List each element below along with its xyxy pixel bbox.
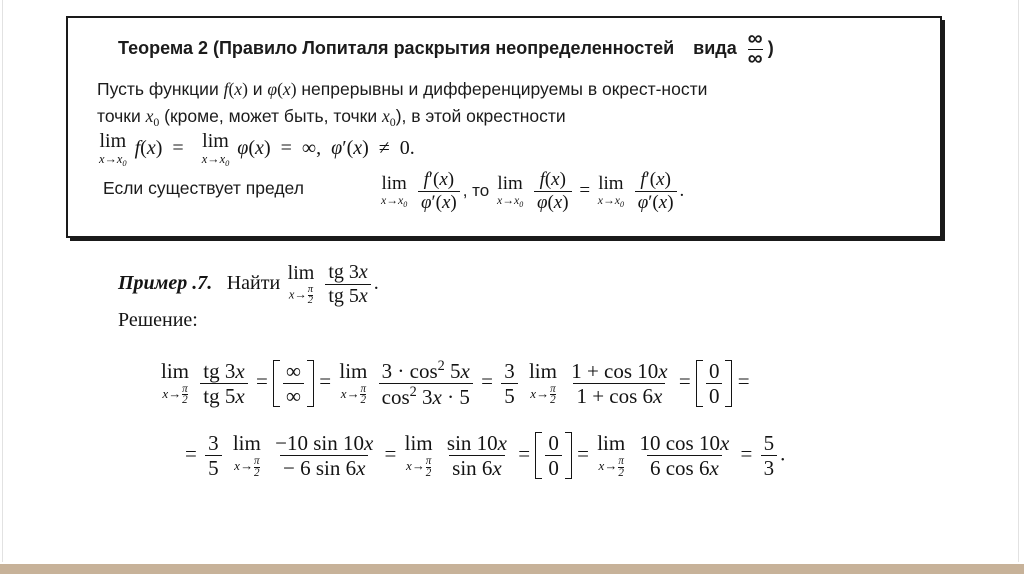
- theorem-line-4-text: Если существует предел: [103, 178, 304, 198]
- example-label: Пример .7.: [118, 272, 213, 295]
- solution-label: Решение:: [118, 309, 198, 331]
- theorem-title: [118, 27, 774, 70]
- example-task: Найти: [226, 272, 281, 295]
- theorem-line-3: lim $x\to x_0$ f(x) = lim $x\to x_0$ φ(x) = ∞, φ′(x) ≠ 0.: [99, 130, 415, 168]
- bottom-accent-bar: [0, 564, 1024, 574]
- theorem-title-suffix: вида: [693, 38, 737, 59]
- infty-over-infty: ∞ ∞: [747, 27, 763, 70]
- example-expression: lim x→ $\frac{\pi}{2}$ $\frac{tg 3x}{tg 5x}$ .: [287, 261, 379, 307]
- solution-line-2: = $\frac{3}{5}$ lim x→ $\frac{\pi}{2}$ $\frac{-10 \sin 10x}{- 6 \sin 6x}$ = lim x→ $\frac{\pi}{2}$ $\frac{\sin 10x}{\sin 6x}$ = $\frac{0}{0}$ = lim x→ $\frac{\pi}{2}$ $\frac{10 \cos 10x}{6 \cos 6x}$ = $\frac{5}{3}$ .: [185, 431, 786, 481]
- left-edge-line: [2, 0, 3, 562]
- example-line: [118, 262, 379, 307]
- right-edge-line: [1018, 0, 1019, 562]
- theorem-line-4-math: lim $x\to x_0$ $\frac{f'(x)}{\varphi'(x)}$ , то lim $x\to x_0$ $\frac{f(x)}{\varphi(x)}$ = lim $x\to x_0$ $\frac{f'(x)}{\varphi'(x)}$ .: [381, 169, 685, 213]
- theorem-line-2: точки $x_0$ (кроме, может быть, точки $x_0$), в этой окрестности: [97, 106, 566, 130]
- solution-line-1: lim x→ $\frac{\pi}{2}$ $\frac{tg 3x}{tg 5x}$ = $\frac{\infty}{\infty}$ = lim x→ $\frac{\pi}{2}$ $\frac{3 \cdot \cos^2 5x}{\cos^2 3x \cdot 5}$ = $\frac{3}{5}$ lim x→ $\frac{\pi}{2}$ $\frac{1 + \cos 10x}{1 + \cos 6x}$ = $\frac{0}{0}$ =: [161, 358, 750, 409]
- theorem-line-1: Пусть функции f(x) и φ(x) непрерывны и дифференцируемы в окрест-ности: [97, 79, 708, 99]
- theorem-title-close: ): [767, 38, 774, 59]
- theorem-title-text: Теорема 2 (Правило Лопиталя раскрытия неопределенностей: [118, 38, 675, 59]
